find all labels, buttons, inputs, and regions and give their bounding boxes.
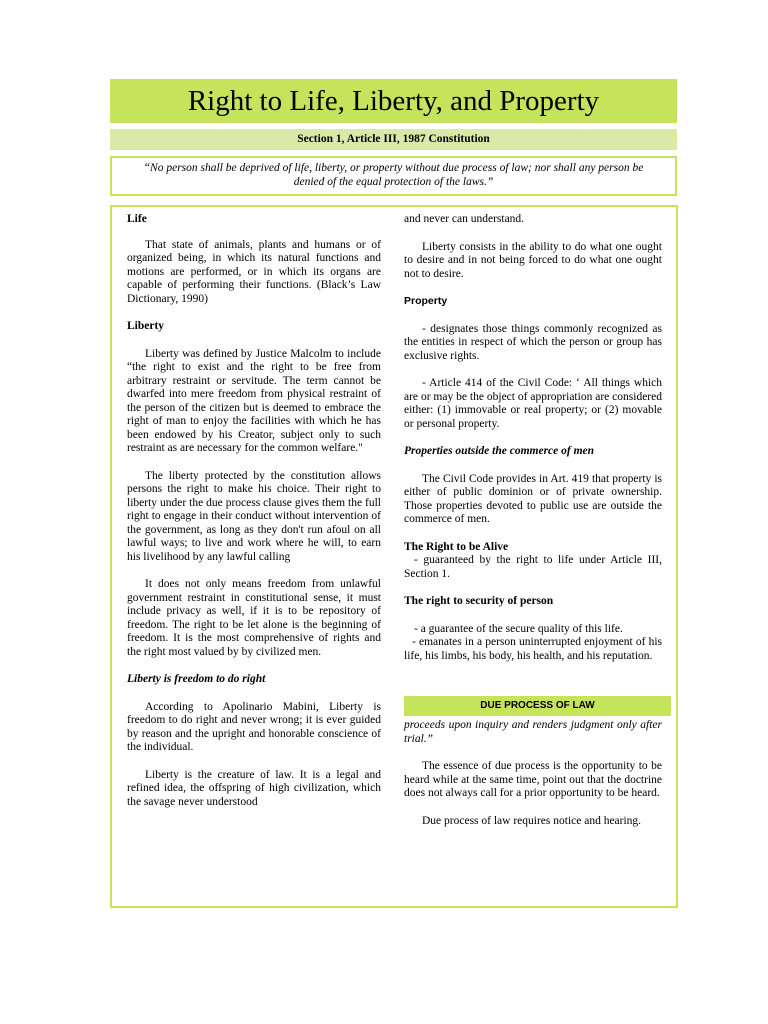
- life-heading: Life: [127, 213, 147, 225]
- liberty-paragraph-2: The liberty protected by the constitution allows persons the right to make his choice. Their right to liberty under the due process clause gives them the full right to engage in their conduct without intervention of the government, as long as they don't run afoul on all lawful ways; to live and work where he will, to earn his livelihood by any lawful calling: [127, 469, 381, 563]
- liberty-paragraph-1: Liberty was defined by Justice Malcolm to include “the right to exist and the right to be free from arbitrary restraint or servitude. The term cannot be dwarfed into mere freedom from physical restraint of the person of the citizen but is deemed to embrace the right of man to enjoy the facilities with which he has been endowed by his Creator, subject only to such restraint as are necessary for the common welfare.": [127, 347, 381, 454]
- section-reference: Section 1, Article III, 1987 Constitution: [110, 129, 677, 150]
- due-process-heading: DUE PROCESS OF LAW: [404, 696, 671, 716]
- constitution-quote: “No person shall be deprived of life, liberty, or property without due process of law; nor shall any person be denied of the equal protection of the laws.”: [110, 156, 677, 196]
- property-paragraph-2: - Article 414 of the Civil Code: ‘ All things which are or may be the object of appropriation are considered either: (1) immovable or real property; or (2) movable or personal property.: [404, 377, 662, 430]
- freedom-paragraph-2: Liberty is the creature of law. It is a legal and refined idea, the offspring of high civilization, which the savage never understood: [127, 768, 381, 808]
- outside-commerce-heading: Properties outside the commerce of men: [404, 445, 595, 457]
- right-to-be-alive-heading: The Right to be Alive: [404, 540, 509, 553]
- right-to-be-alive-paragraph: - guaranteed by the right to life under Article III, Section 1.: [404, 554, 662, 580]
- continued-text: and never can understand.: [404, 213, 525, 225]
- life-paragraph: That state of animals, plants and humans or of organized being, in which its natural functions and motions are performed, or in which its organs are capable of performing their functions. (Black’s Law Dictionary, 1990): [127, 238, 381, 305]
- security-item-1: - a guarantee of the secure quality of this life.: [414, 622, 623, 635]
- freedom-paragraph-1: According to Apolinario Mabini, Liberty is freedom to do right and never wrong; it is ever guided by reason and the upright and honorable conscience of the individual.: [127, 700, 381, 753]
- property-paragraph-1: - designates those things commonly recognized as the entities in respect of which the person or group has exclusive rights.: [404, 322, 662, 362]
- due-process-quote: proceeds upon inquiry and renders judgment only after trial.”: [404, 719, 662, 745]
- liberty-paragraph-3: It does not only means freedom from unlawful government restraint in constitutional sense, it must include privacy as well, if it is to be repository of freedom. The right to be let alone is the beginning of freedom. It is the most comprehensive of rights and the right most valued by by civilized men.: [127, 578, 381, 658]
- liberty-heading: Liberty: [127, 320, 165, 332]
- freedom-heading: Liberty is freedom to do right: [127, 673, 266, 685]
- liberty-paragraph-4: Liberty consists in the ability to do what one ought to desire and in not being forced to do what one ought not to desire.: [404, 240, 662, 280]
- left-column: [127, 213, 381, 823]
- due-process-paragraph-1: The essence of due process is the opportunity to be heard while at the same time, point out that the doctrine does not always call for a prior opportunity to be heard.: [404, 760, 662, 799]
- security-heading: The right to security of person: [404, 595, 554, 607]
- outside-commerce-paragraph: The Civil Code provides in Art. 419 that property is either of public dominion or of private ownership. Those properties devoted to public use are outside the commerce of men.: [404, 472, 662, 525]
- due-process-paragraph-2: Due process of law requires notice and hearing.: [422, 814, 642, 827]
- due-process-section: [404, 719, 662, 842]
- property-heading: Property: [404, 295, 448, 307]
- page-title: Right to Life, Liberty, and Property: [187, 85, 600, 117]
- title-banner: [110, 79, 677, 123]
- right-column: [404, 213, 662, 663]
- security-item-2: - emanates in a person uninterrupted enjoyment of his life, his limbs, his body, his health, and his reputation.: [404, 636, 662, 662]
